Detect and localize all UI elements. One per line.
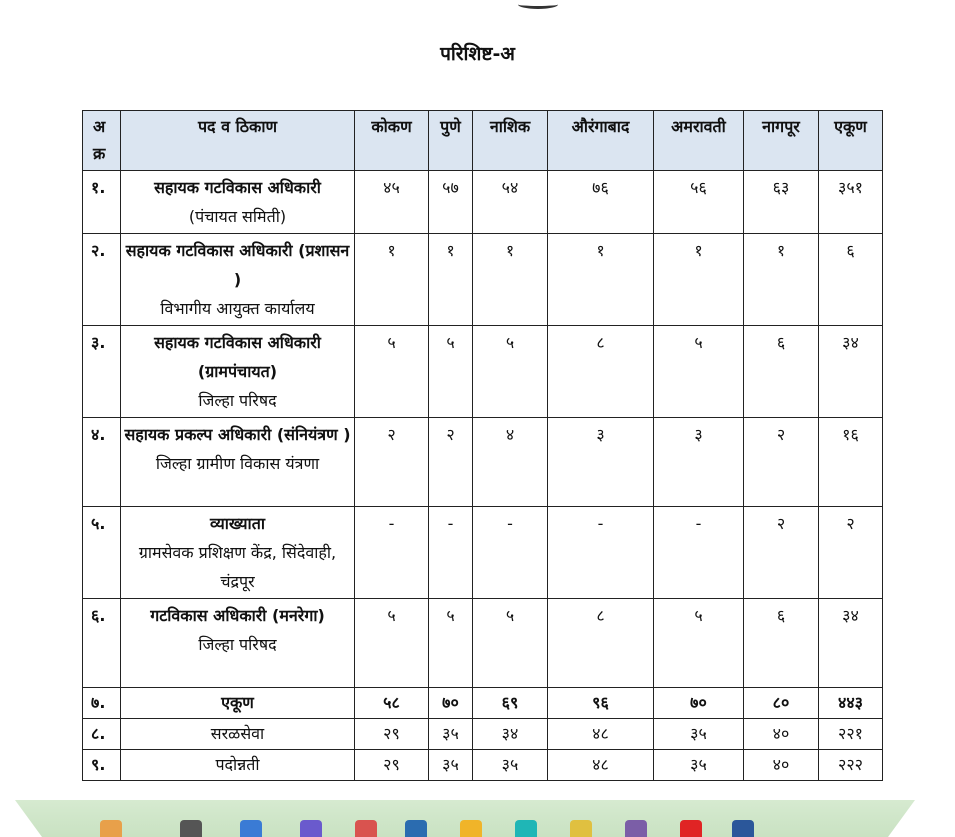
- header-total: एकूण: [819, 111, 883, 171]
- row-sr-no: ८.: [83, 719, 121, 750]
- taskbar-app-icon[interactable]: [460, 820, 482, 837]
- document-title: परिशिष्ट-अ: [440, 43, 515, 65]
- cell-amravati: -: [654, 507, 744, 599]
- cell-amravati: ५६: [654, 171, 744, 234]
- cell-amravati: ३५: [654, 750, 744, 781]
- cell-konkan: १: [355, 234, 429, 326]
- row-post: [121, 507, 355, 599]
- row-sr-no: ४.: [83, 418, 121, 507]
- row-sr-no: ६.: [83, 599, 121, 688]
- cell-aurangabad: ८: [548, 599, 654, 688]
- post-title: गटविकास अधिकारी (मनरेगा): [150, 606, 325, 625]
- cell-nagpur: ६३: [744, 171, 819, 234]
- cell-nagpur: ६: [744, 599, 819, 688]
- post-title: व्याख्याता: [210, 514, 265, 533]
- header-region-amravati: अमरावती: [654, 111, 744, 171]
- page-top-mark: [518, 0, 558, 9]
- post-location: जिल्हा परिषद: [198, 635, 277, 654]
- summary-label: एकूण: [121, 688, 355, 719]
- row-post: [121, 171, 355, 234]
- cell-nagpur: २: [744, 507, 819, 599]
- header-region-aurangabad: औरंगाबाद: [548, 111, 654, 171]
- cell-nagpur: ८०: [744, 688, 819, 719]
- row-post: [121, 418, 355, 507]
- row-sr-no: ७.: [83, 688, 121, 719]
- cell-nashik: ५: [473, 599, 548, 688]
- taskbar-app-icon[interactable]: [570, 820, 592, 837]
- header-region-pune: पुणे: [429, 111, 473, 171]
- post-title: सहायक गटविकास अधिकारी (ग्रामपंचायत): [154, 333, 321, 381]
- cell-aurangabad: ७६: [548, 171, 654, 234]
- table-row: [83, 507, 883, 599]
- taskbar: [0, 800, 955, 837]
- cell-amravati: ३: [654, 418, 744, 507]
- cell-nagpur: ४०: [744, 750, 819, 781]
- cell-amravati: ५: [654, 599, 744, 688]
- cell-konkan: २९: [355, 719, 429, 750]
- table-row: [83, 326, 883, 418]
- post-location: ग्रामसेवक प्रशिक्षण केंद्र, सिंदेवाही, चंद्रपूर: [138, 543, 337, 591]
- table-row: [83, 599, 883, 688]
- cell-total: ६: [819, 234, 883, 326]
- cell-aurangabad: ९६: [548, 688, 654, 719]
- cell-total: ३४: [819, 599, 883, 688]
- cell-nashik: ३५: [473, 750, 548, 781]
- row-sr-no: ५.: [83, 507, 121, 599]
- taskbar-app-icon[interactable]: [405, 820, 427, 837]
- annex-table: [82, 110, 883, 781]
- cell-nagpur: १: [744, 234, 819, 326]
- cell-total: ३५१: [819, 171, 883, 234]
- cell-total: २२२: [819, 750, 883, 781]
- row-sr-no: ३.: [83, 326, 121, 418]
- cell-aurangabad: ४८: [548, 750, 654, 781]
- table-row: [83, 171, 883, 234]
- cell-pune: -: [429, 507, 473, 599]
- cell-konkan: २९: [355, 750, 429, 781]
- row-sr-no: २.: [83, 234, 121, 326]
- cell-nashik: १: [473, 234, 548, 326]
- summary-row-promotion: [83, 750, 883, 781]
- cell-aurangabad: १: [548, 234, 654, 326]
- cell-nashik: ५४: [473, 171, 548, 234]
- header-region-nagpur: नागपूर: [744, 111, 819, 171]
- cell-konkan: ५: [355, 326, 429, 418]
- word-app-icon[interactable]: [732, 820, 754, 837]
- taskbar-app-icon[interactable]: [300, 820, 322, 837]
- cell-konkan: ५: [355, 599, 429, 688]
- cell-nagpur: २: [744, 418, 819, 507]
- cell-nagpur: ४०: [744, 719, 819, 750]
- summary-row-total: [83, 688, 883, 719]
- cell-total: २२१: [819, 719, 883, 750]
- cell-pune: ३५: [429, 719, 473, 750]
- taskbar-app-icon[interactable]: [515, 820, 537, 837]
- taskbar-app-icon[interactable]: [355, 820, 377, 837]
- header-region-konkan: कोकण: [355, 111, 429, 171]
- cell-nashik: ३४: [473, 719, 548, 750]
- post-title: सहायक गटविकास अधिकारी: [154, 178, 321, 197]
- cell-aurangabad: ४८: [548, 719, 654, 750]
- post-location: जिल्हा ग्रामीण विकास यंत्रणा: [155, 454, 320, 473]
- cell-nashik: -: [473, 507, 548, 599]
- cell-nashik: ४: [473, 418, 548, 507]
- header-region-nashik: नाशिक: [473, 111, 548, 171]
- summary-row-direct: [83, 719, 883, 750]
- cell-pune: १: [429, 234, 473, 326]
- summary-label: पदोन्नती: [121, 750, 355, 781]
- cell-total: १६: [819, 418, 883, 507]
- table-header-row: [83, 111, 883, 171]
- row-sr-no: ९.: [83, 750, 121, 781]
- cell-nashik: ६९: [473, 688, 548, 719]
- post-location: विभागीय आयुक्त कार्यालय: [160, 299, 315, 318]
- row-post: [121, 234, 355, 326]
- cell-pune: २: [429, 418, 473, 507]
- cell-aurangabad: -: [548, 507, 654, 599]
- header-sr-no: अ क्र: [83, 111, 121, 171]
- row-post: [121, 326, 355, 418]
- table-row: [83, 234, 883, 326]
- taskbar-app-icon[interactable]: [240, 820, 262, 837]
- cell-amravati: १: [654, 234, 744, 326]
- cell-pune: ३५: [429, 750, 473, 781]
- cell-konkan: -: [355, 507, 429, 599]
- cell-amravati: ७०: [654, 688, 744, 719]
- cell-nashik: ५: [473, 326, 548, 418]
- taskbar-app-icon[interactable]: [100, 820, 122, 837]
- post-location: जिल्हा परिषद: [198, 391, 277, 410]
- cell-pune: ७०: [429, 688, 473, 719]
- header-post: पद व ठिकाण: [121, 111, 355, 171]
- post-title: सहायक प्रकल्प अधिकारी (संनियंत्रण ): [124, 425, 351, 444]
- summary-label: सरळसेवा: [121, 719, 355, 750]
- cell-total: २: [819, 507, 883, 599]
- cell-pune: ५७: [429, 171, 473, 234]
- post-location: (पंचायत समिती): [188, 207, 287, 226]
- cell-total: ३४: [819, 326, 883, 418]
- cell-amravati: ५: [654, 326, 744, 418]
- taskbar-app-icon[interactable]: [625, 820, 647, 837]
- table-row: [83, 418, 883, 507]
- cell-konkan: ५८: [355, 688, 429, 719]
- cell-amravati: ३५: [654, 719, 744, 750]
- cell-nagpur: ६: [744, 326, 819, 418]
- row-post: [121, 599, 355, 688]
- cell-konkan: ४५: [355, 171, 429, 234]
- cell-pune: ५: [429, 599, 473, 688]
- taskbar-app-icon[interactable]: [680, 820, 702, 837]
- cell-total: ४४३: [819, 688, 883, 719]
- row-sr-no: १.: [83, 171, 121, 234]
- post-title: सहायक गटविकास अधिकारी (प्रशासन ): [125, 241, 350, 289]
- cell-pune: ५: [429, 326, 473, 418]
- taskbar-app-icon[interactable]: [180, 820, 202, 837]
- cell-aurangabad: ८: [548, 326, 654, 418]
- cell-konkan: २: [355, 418, 429, 507]
- cell-aurangabad: ३: [548, 418, 654, 507]
